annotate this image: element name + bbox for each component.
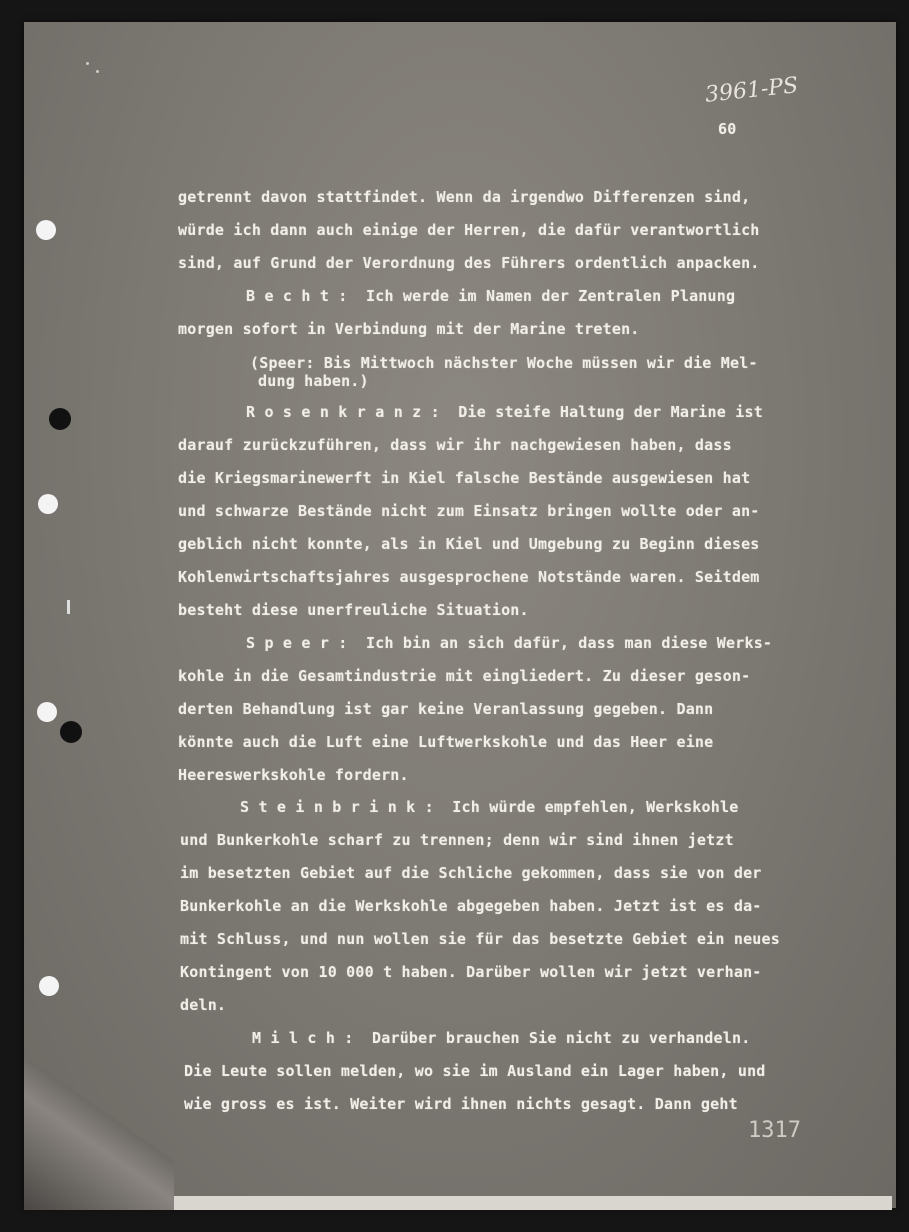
text-line: deln. [180,996,227,1014]
text-line: Kohlenwirtschaftsjahres ausgesprochene Notstände waren. Seitdem [178,568,760,586]
text-line: würde ich dann auch einige der Herren, die dafür verantwortlich [178,221,760,239]
punch-hole [39,976,59,996]
punch-hole [36,220,56,240]
text-line: mit Schluss, und nun wollen sie für das besetzte Gebiet ein neues [180,930,780,948]
punch-hole [37,702,57,722]
dust-speck [96,70,99,73]
text-line: dung haben.) [258,372,369,390]
text-line: und Bunkerkohle scharf zu trennen; denn wir sind ihnen jetzt [180,831,734,849]
punch-hole [49,408,71,430]
text-line: B e c h t : Ich werde im Namen der Zentralen Planung [246,287,736,305]
punch-hole [38,494,58,514]
text-line: wie gross es ist. Weiter wird ihnen nichts gesagt. Dann geht [184,1095,738,1113]
text-line: morgen sofort in Verbindung mit der Marine treten. [178,320,640,338]
text-line: derten Behandlung ist gar keine Veranlassung gegeben. Dann [178,700,714,718]
margin-mark [67,600,70,614]
archive-number: 1317 [748,1118,801,1143]
text-line: S p e e r : Ich bin an sich dafür, dass man diese Werks- [246,634,773,652]
text-line: Die Leute sollen melden, wo sie im Ausland ein Lager haben, und [184,1062,766,1080]
text-line: kohle in die Gesamtindustrie mit eingliedert. Zu dieser geson- [178,667,751,685]
text-line: besteht diese unerfreuliche Situation. [178,601,529,619]
page-number: 60 [718,120,737,138]
text-line: könnte auch die Luft eine Luftwerkskohle und das Heer eine [178,733,714,751]
text-line: getrennt davon stattfindet. Wenn da irgendwo Differenzen sind, [178,188,751,206]
text-line: die Kriegsmarinewerft in Kiel falsche Bestände ausgewiesen hat [178,469,751,487]
text-line: Bunkerkohle an die Werkskohle abgegeben haben. Jetzt ist es da- [180,897,762,915]
page-edge [150,1196,892,1210]
text-line: darauf zurückzuführen, dass wir ihr nachgewiesen haben, dass [178,436,732,454]
text-line: Kontingent von 10 000 t haben. Darüber wollen wir jetzt verhan- [180,963,762,981]
folded-corner [24,1060,174,1210]
text-line: (Speer: Bis Mittwoch nächster Woche müssen wir die Mel- [250,354,758,372]
text-line: geblich nicht konnte, als in Kiel und Umgebung zu Beginn dieses [178,535,760,553]
text-line: R o s e n k r a n z : Die steife Haltung der Marine ist [246,403,763,421]
text-line: M i l c h : Darüber brauchen Sie nicht zu verhandeln. [252,1029,751,1047]
text-line: und schwarze Bestände nicht zum Einsatz bringen wollte oder an- [178,502,760,520]
handwritten-annotation: 3961-PS [703,73,800,108]
dust-speck [86,62,89,65]
punch-hole [60,721,82,743]
text-line: Heereswerkskohle fordern. [178,766,409,784]
text-line: S t e i n b r i n k : Ich würde empfehlen, Werkskohle [240,798,739,816]
text-line: im besetzten Gebiet auf die Schliche gekommen, dass sie von der [180,864,762,882]
text-line: sind, auf Grund der Verordnung des Führers ordentlich anpacken. [178,254,760,272]
